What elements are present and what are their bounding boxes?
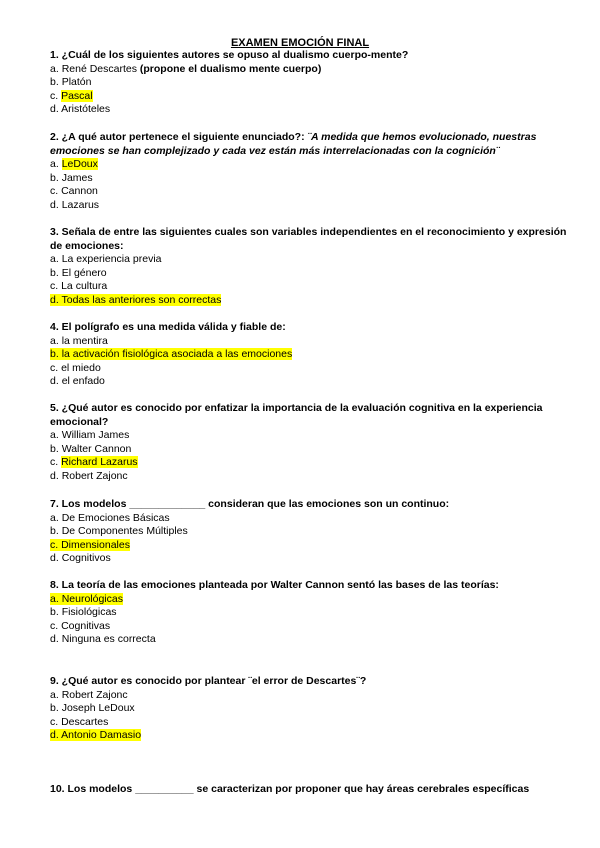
option-a	[50, 593, 570, 607]
option-d	[50, 729, 570, 743]
option-prefix: a.	[50, 158, 62, 170]
option-c	[50, 362, 570, 376]
option-a	[50, 158, 570, 172]
option-text: la activación fisiológica asociada a las emociones	[61, 348, 293, 361]
option-prefix: c.	[50, 361, 62, 374]
option-c	[50, 716, 570, 730]
option-d	[50, 552, 570, 566]
option-text: William James	[61, 429, 130, 441]
option-c	[50, 456, 570, 470]
option-text: Robert Zajonc	[61, 469, 128, 482]
option-prefix: b.	[50, 442, 62, 455]
question-text: 9. ¿Qué autor es conocido por plantear ¨el error de Descartes¨?	[50, 675, 367, 687]
option-prefix: b.	[50, 266, 62, 279]
option-d	[50, 470, 570, 484]
option-prefix: b.	[50, 348, 62, 361]
option-b	[50, 525, 570, 539]
option-b	[50, 172, 570, 186]
question-4	[50, 321, 570, 389]
option-prefix: d.	[50, 552, 62, 565]
option-prefix: d.	[50, 469, 62, 482]
option-text: Lazarus	[61, 198, 100, 211]
option-prefix: b.	[50, 606, 62, 619]
option-text: El género	[61, 266, 107, 279]
option-text: Fisiológicas	[61, 606, 117, 619]
option-prefix: c.	[50, 89, 62, 102]
option-highlighted	[50, 294, 221, 306]
option-a	[50, 63, 570, 77]
option-text: el enfado	[61, 375, 105, 388]
option-a	[50, 689, 570, 703]
option-b	[50, 606, 570, 620]
option-text: Ninguna es correcta	[61, 633, 156, 646]
option-d	[50, 375, 570, 389]
option-prefix: c.	[50, 456, 62, 469]
option-b	[50, 443, 570, 457]
option-prefix: a.	[50, 253, 62, 265]
option-prefix: d.	[50, 375, 62, 388]
option-c	[50, 539, 570, 553]
option-prefix: a.	[50, 429, 62, 441]
option-d	[50, 103, 570, 117]
option-prefix: a.	[50, 688, 62, 701]
option-prefix: a.	[50, 592, 62, 605]
option-prefix: d.	[50, 729, 62, 742]
option-d	[50, 199, 570, 213]
option-prefix: c.	[50, 280, 62, 293]
option-prefix: a.	[50, 62, 62, 75]
option-a	[50, 429, 570, 443]
option-text: Antonio Damasio	[61, 729, 142, 742]
option-text: Walter Cannon	[61, 442, 132, 455]
option-text: Cognitivas	[61, 619, 111, 632]
option-a	[50, 253, 570, 267]
option-prefix: b.	[50, 702, 62, 715]
question-text: 3. Señala de entre las siguientes cuales son variables independientes en el reconocimiento y expresión de emociones:	[50, 226, 567, 252]
option-text: Neurológicas	[61, 592, 123, 605]
question-text: 8. La teoría de las emociones planteada por Walter Cannon sentó las bases de las teorías:	[50, 579, 499, 591]
option-a	[50, 335, 570, 349]
option-note: (propone el dualismo mente cuerpo)	[136, 62, 322, 75]
option-d	[50, 294, 570, 308]
question-text	[50, 131, 570, 158]
option-text: Platón	[61, 76, 92, 89]
option-text: René Descartes	[61, 62, 137, 75]
option-text: Cannon	[61, 185, 98, 198]
option-prefix: d.	[50, 293, 62, 306]
option-prefix: d.	[50, 198, 62, 211]
option-text: La experiencia previa	[61, 253, 162, 265]
option-text: Joseph LeDoux	[61, 702, 135, 715]
question-3	[50, 226, 570, 307]
option-prefix: b.	[50, 171, 62, 184]
option-text-highlighted: LeDoux	[61, 158, 98, 170]
option-prefix: c.	[50, 185, 62, 198]
option-text: Cognitivos	[61, 552, 111, 565]
option-d	[50, 633, 570, 647]
option-text: Todas las anteriores son correctas	[61, 293, 222, 306]
option-text: De Componentes Múltiples	[61, 525, 188, 538]
question-8	[50, 579, 570, 647]
option-text: la mentira	[61, 334, 108, 347]
question-1	[50, 49, 570, 117]
question-text-main: 2. ¿A qué autor pertenece el siguiente enunciado?:	[50, 131, 308, 143]
option-text: Aristóteles	[61, 103, 111, 116]
option-b	[50, 267, 570, 281]
question-10	[50, 783, 570, 797]
question-text: 10. Los modelos __________ se caracterizan por proponer que hay áreas cerebrales específicas	[50, 783, 530, 795]
question-quote: ¨A medida que hemos evolucionado, nuestras emociones se han complejizado y cada vez están más interrelacionadas con la cognición¨	[50, 131, 537, 157]
option-text: De Emociones Básicas	[61, 511, 170, 524]
option-prefix: c.	[50, 538, 62, 551]
option-prefix: b.	[50, 76, 62, 89]
option-text: Descartes	[61, 715, 109, 728]
option-text-highlighted: Pascal	[61, 89, 93, 102]
option-prefix: d.	[50, 633, 62, 646]
option-highlighted	[50, 593, 123, 605]
option-b	[50, 76, 570, 90]
question-text: 4. El polígrafo es una medida válida y fiable de:	[50, 321, 286, 333]
option-b	[50, 702, 570, 716]
option-b	[50, 348, 570, 362]
question-2	[50, 131, 570, 212]
option-text: el miedo	[61, 361, 101, 374]
option-c	[50, 90, 570, 104]
option-highlighted	[50, 348, 292, 360]
option-text: Dimensionales	[61, 538, 130, 551]
question-9	[50, 675, 570, 743]
option-c	[50, 620, 570, 634]
question-text: 1. ¿Cuál de los siguientes autores se opuso al dualismo cuerpo-mente?	[50, 49, 409, 61]
option-prefix: c.	[50, 715, 62, 728]
question-text: 7. Los modelos _____________ consideran que las emociones son un continuo:	[50, 498, 450, 510]
option-prefix: b.	[50, 525, 62, 538]
option-text: James	[61, 171, 93, 184]
question-5	[50, 402, 570, 483]
question-text: 5. ¿Qué autor es conocido por enfatizar la importancia de la evaluación cognitiva en la experiencia emocional?	[50, 402, 543, 428]
option-c	[50, 280, 570, 294]
option-c	[50, 185, 570, 199]
option-text-highlighted: Richard Lazarus	[61, 456, 138, 469]
exam-title: EXAMEN EMOCIÓN FINAL	[230, 37, 370, 49]
option-prefix: a.	[50, 334, 62, 347]
option-text: Robert Zajonc	[61, 688, 128, 701]
question-7	[50, 498, 570, 566]
option-highlighted	[50, 539, 130, 551]
option-text: La cultura	[61, 280, 108, 293]
option-prefix: c.	[50, 619, 62, 632]
option-highlighted	[50, 729, 141, 741]
option-prefix: a.	[50, 511, 62, 524]
option-prefix: d.	[50, 103, 62, 116]
option-a	[50, 512, 570, 526]
